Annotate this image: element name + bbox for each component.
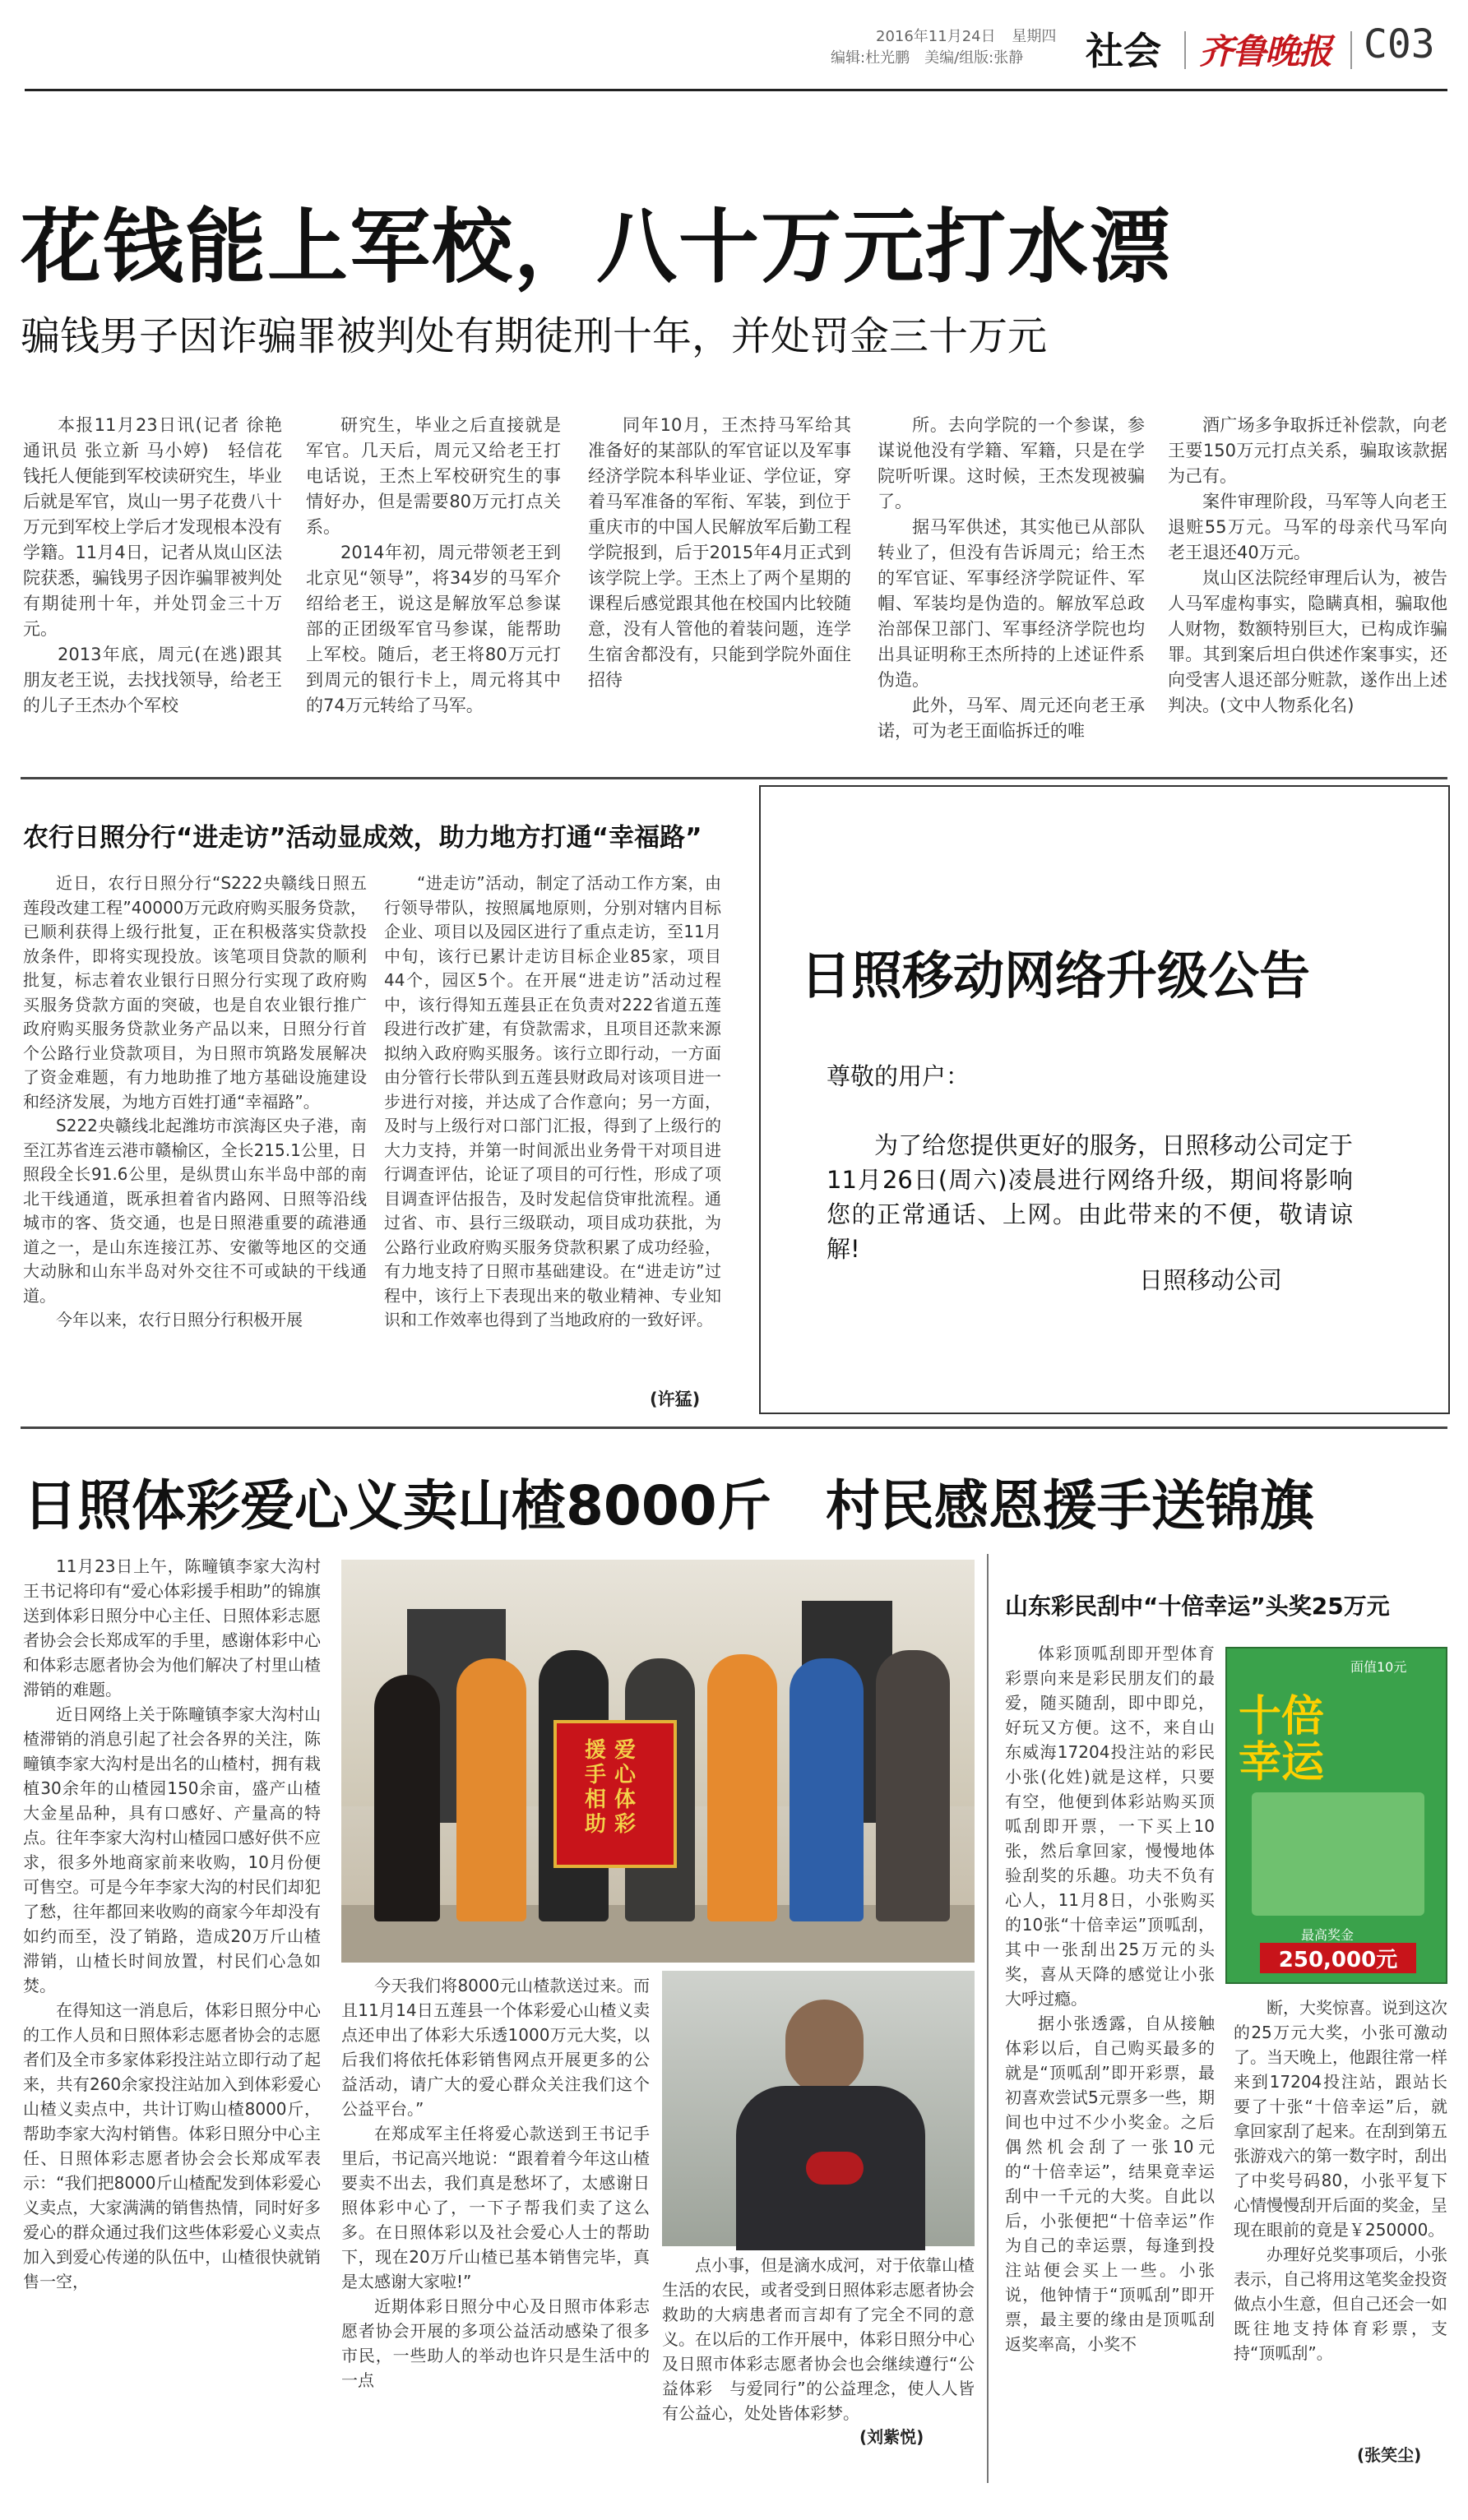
notice-title: 日照移动网络升级公告 [800,946,1311,1006]
section-divider-1 [21,777,1447,779]
lottery-ticket [1225,1647,1447,1984]
story1-subhead: 骗钱男子因诈骗罪被判处有期徒刑十年，并处罚金三十万元 [21,313,1048,359]
story1-col3-p1: 同年10月，王杰持马军给其准备好的某部队的军官证以及军事经济学院本科毕业证、学位证，穿着马军准备的军衔、军装，到位于重庆市的中国人民解放军后勤工程学院报到，后于2015年4月正式到该学院上学。王杰上了两个星期的课程后感觉跟其他在校国内比较随意，没有人管他的着装问题，连学生宿舍都没有，只能到学院外面住招待 [588,415,851,690]
story2-col2 [384,872,721,1398]
story1-col4-p3: 此外，马军、周元还向老王承诺，可为老王面临拆迁的唯 [878,696,1145,741]
story1-col2-p2: 2014年初，周元带领老王到北京见“领导”，将34岁的马军介绍给老王，说这是解放军总参谋部的正团级军官马参谋，能帮助上军校。随后，老王将80万元打到周元的银行卡上，周元将其中的74万元转给了马军。 [306,543,561,715]
story2-col1-p1: 近日，农行日照分行“S222央赣线日照五莲段改建工程”40000万元政府购买服务贷款，已顺利获得上级行批复，正在积极落实贷款投放条件，即将实现投放。该笔项目贷款的顺利批复，标志着农业银行日照分行实现了政府购买服务贷款方面的突破，也是自农业银行推广政府购买服务贷款业务产品以来，日照分行首个公路行业贷款项目，为日照市筑路发展解决了资金难题，有力地助推了地方基础设施建设和经济发展，为地方百姓打通“幸福路”。 [23,873,367,1112]
story1-col5-p1: 酒广场多争取拆迁补偿款，向老王要150万元打点关系，骗取该款据为己有。 [1168,415,1447,486]
ticket-title-1: 十倍 [1239,1692,1325,1741]
ticket-prize-label: 最高奖金 [1301,1927,1355,1943]
masthead-date [876,25,1056,46]
person-1 [374,1675,440,1921]
story1-col1-p1: 本报11月23日讯(记者 徐艳 通讯员 张立新 马小婷) 轻信花钱托人便能到军校读研究生，毕业后就是军官，岚山一男子花费八十万元到军校上学后才发现根本没有学籍。11月4日，记者从岚山区法院获悉，骗钱男子因诈骗罪被判处有期徒刑十年，并处罚金三十万元。 [23,415,299,639]
story2-col1-p2: S222央赣线北起潍坊市滨海区央子港，南至江苏省连云港市赣榆区，全长215.1公里，日照段全长91.6公里，是纵贯山东半岛中部的南北干线通道，既承担着省内路网、日照等沿线城市的客、货交通，也是日照港重要的疏港通道之一，是山东连接江苏、安徽等地区的交通大动脉和山东半岛对外交往不可或缺的干线通道。 [23,1116,367,1306]
page-number: C03 [1364,21,1435,67]
person-7 [876,1650,950,1921]
villager-head [785,2000,864,2094]
story2-col2-p1: “进走访”活动，制定了活动工作方案，由行领导带队，按照属地原则，分别对辖内目标企业、项目以及园区进行了重点走访，至11月中旬，该行已累计走访目标企业85家，项目44个，园区5个。在开展“进走访”活动过程中，该行得知五莲县正在负责对222省道五莲段进行改扩建，有贷款需求，且项目还款来源拟纳入政府购买服务。该行立即行动，一方面由分管行长带队到五莲县财政局对该项目进一步进行对接，并达成了合作意向；另一方面，及时与上级行对口部门汇报，得到了上级行的大力支持，并第一时间派出业务骨干对项目进行调查评估，论证了项目的可行性，形成了项目调查评估报告，及时发起信贷审批流程。通过省、市、县行三级联动，项目成功获批，为公路行业政府购买服务贷款积累了成功经验，有力地支持了日照市基础建设。在“进走访”过程中，该行上下表现出来的敬业精神、专业知识和工作效率也得到了当地政府的一致好评。 [384,873,721,1329]
masthead-divider [1184,31,1186,69]
story1-col5-p3: 岚山区法院经审理后认为，被告人马军虚构事实，隐瞒真相，骗取他人财物，数额特别巨大，已构成诈骗罪。其到案后坦白供述作案事实，还向受害人退还部分赃款，遂作出上述判决。(文中人物系化名) [1168,568,1447,715]
story4-col2-p1: 断，大奖惊喜。说到这次的25万元大奖，小张可激动了。当天晚上，他跟往常一样来到17204投注站，跟站长要了十张“十倍幸运”后，就拿回家刮了起来。在刮到第五张游戏六的第一数字时，刮出了中奖号码80，小张平复下心情慢慢刮开后面的奖金，呈现在眼前的竟是￥250000。 [1234,1998,1447,2240]
story3-headline: 日照体彩爱心义卖山楂8000斤 村民感恩援手送锦旗 [23,1474,1314,1537]
story3-col2-p1: 今天我们将8000元山楂款送过来。而且11月14日五莲县一个体彩爱心山楂义卖点还申出了体彩大乐透1000万元大奖，以后我们将依托体彩销售网点开展更多的公益活动，请广大的爱心群众关注我们这个公益平台。” [341,1976,650,2119]
story3-col2-p2: 在郑成军主任将爱心款送到王书记手里后，书记高兴地说：“跟着着今年这山楂要卖不出去，我们真是愁坏了，太感谢日照体彩中心了，一下子帮我们卖了这么多。在日照体彩以及社会爱心人士的帮助下，现在20万斤山楂已基本销售完毕，真是太感谢大家啦!” [341,2124,650,2291]
person-5 [707,1654,777,1921]
story3-col3-p1: 点小事，但是滴水成河，对于依靠山楂生活的农民，或者受到日照体彩志愿者协会救助的大病患者而言却有了完全不同的意义。在以后的工作开展中，体彩日照分中心及日照市体彩志愿者协会也会继续遵行“公益体彩 与爱同行”的公益理念，使人人皆有公益心，处处皆体彩梦。 [662,2255,975,2423]
notice-box [759,785,1450,1414]
masthead-divider-2 [1350,31,1352,69]
person-2 [456,1658,526,1921]
person-6 [790,1658,864,1921]
notice-salutation: 尊敬的用户： [827,1062,970,1090]
story4-col2-p2: 办理好兑奖事项后，小张表示，自己将用这笔奖金投资做点小生意，但自己还会一如既往地支持体育彩票，支持“顶呱刮”。 [1234,2245,1447,2363]
section-name: 社会 [1086,29,1161,73]
paper-logo: 齐鲁晚报 [1199,31,1331,72]
story3-col1-p1: 11月23日上午，陈疃镇李家大沟村王书记将印有“爱心体彩援手相助”的锦旗送到体彩日照分中心主任、日照体彩志愿者协会会长郑成军的手里，感谢体彩中心和体彩志愿者协会为他们解决了村里山楂滞销的难题。 [23,1556,321,1699]
story1-col2 [306,413,561,766]
ticket-price: 面值10元 [1350,1659,1407,1675]
banner-text-1: 爱心体彩 [614,1738,637,1837]
story1-col2-p1: 研究生，毕业之后直接就是军官。几天后，周元又给老王打电话说，王杰上军校研究生的事情好办，但是需要80万元打点关系。 [306,415,561,537]
villager-photo [662,1971,975,2246]
story3-col3 [662,2253,975,2475]
story1-col1 [23,413,299,766]
story1-col5-p2: 案件审理阶段，马军等人向老王退赃55万元。马军的母亲代马军向老王退还40万元。 [1168,492,1447,562]
story3-col1-p2: 近日网络上关于陈疃镇李家大沟村山楂滞销的消息引起了社会各界的关注，陈疃镇李家大沟村是出名的山楂村，拥有栽植30余年的山楂园150余亩，盛产山楂大金星品种，具有口感好、产量高的特点。往年李家大沟村山楂园口感好供不应求，很多外地商家前来收购，10月份便可售空。可是今年李家大沟的村民们却犯了愁，往年都回来收购的商家今年却没有如约而至，没了销路，造成20万斤山楂滞销，山楂长时间放置，村民们心急如焚。 [23,1704,321,1995]
story1-col4 [878,413,1145,766]
story3-col2-p3: 近期体彩日照分中心及日照市体彩志愿者协会开展的多项公益活动感染了很多市民，一些助人的举动也许只是生活中的一点 [341,2296,650,2390]
story2-col1 [23,872,367,1422]
story4-byline: (张笑尘) [1357,2445,1422,2465]
story4-col1 [1005,1641,1215,2476]
masthead [0,0,1468,95]
issue-date: 2016年11月24日 [876,28,996,45]
story1-col3 [588,413,851,766]
story3-col1-p3: 在得知这一消息后，体彩日照分中心的工作人员和日照体彩志愿者协会的志愿者们及全市多家体彩投注站立即行动了起来，共有260余家投注站加入到体彩爱心山楂义卖点中，共计订购山楂8000斤，帮助李家大沟村销售。体彩日照分中心主任、日照体彩志愿者协会会长郑成军表示：“我们把8000斤山楂配发到体彩爱心义卖点，大家满满的销售热情，同时好多爱心的群众通过我们这些体彩爱心义卖点加入到爱心传递的队伍中，山楂很快就销售一空， [23,2000,321,2291]
column-divider [987,1554,989,2483]
issue-weekday: 星期四 [1012,28,1057,45]
silk-banner [553,1720,677,1868]
story4-headline: 山东彩民刮中“十倍幸运”头奖25万元 [1005,1593,1390,1620]
ticket-scratch-area [1252,1792,1424,1916]
story2-col1-p3: 今年以来，农行日照分行积极开展 [56,1310,303,1329]
banner-text-2: 援手相助 [585,1738,607,1837]
section-divider-2 [21,1426,1447,1429]
hawthorn-fruit [806,2152,864,2185]
story2-byline: (许猛) [650,1389,701,1409]
story1-col5 [1168,413,1447,766]
notice-signature: 日照移动公司 [1139,1266,1283,1294]
story1-col4-p2: 据马军供述，其实他已从部队转业了，但没有告诉周元；给王杰的军官证、军事经济学院证件、军帽、军装均是伪造的。解放军总政治部保卫部门、军事经济学院也均出具证明称王杰所持的上述证件系伪造。 [878,517,1145,690]
story3-byline: (刘紫悦) [859,2427,924,2447]
ticket-prize-amount: 250,000元 [1260,1943,1416,1973]
story3-col2 [341,1973,650,2434]
notice-body: 为了给您提供更好的服务，日照移动公司定于11月26日(周六)凌晨进行网络升级，期间将影响您的正常通话、上网。由此带来的不便，敬请谅解! [827,1131,1353,1263]
story3-col1 [23,1554,321,2475]
story1-headline: 花钱能上军校，八十万元打水漂 [21,201,1173,294]
story4-col1-p2: 据小张透露，自从接触体彩以后，自己购买最多的就是“顶呱刮”即开彩票，最初喜欢尝试5元票多一些，期间也中过不少小奖金。之后偶然机会刮了一张10元的“十倍幸运”，结果竟幸运刮中一千元的大奖。自此以后，小张便把“十倍幸运”作为自己的幸运票，每逢到投注站便会买上一些。小张说，他钟情于“顶呱刮”即开票，最主要的缘由是顶呱刮返奖率高，小奖不 [1005,2014,1215,2354]
masthead-editors: 编辑:杜光鹏 美编/组版:张静 [831,49,1024,67]
group-photo [341,1560,975,1963]
story2-headline: 农行日照分行“进走访”活动显成效，助力地方打通“幸福路” [23,823,702,853]
masthead-rule [25,89,1447,91]
story4-col2 [1234,1995,1447,2476]
story1-col1-p2: 2013年底，周元(在逃)跟其朋友老王说，去找找领导，给老王的儿子王杰办个军校 [23,645,282,715]
ticket-title-2: 幸运 [1239,1738,1325,1787]
story1-col4-p1: 所。去向学院的一个参谋，参谋说他没有学籍、军籍，只是在学院听听课。这时候，王杰发现被骗了。 [878,415,1145,511]
story4-col1-p1: 体彩顶呱刮即开型体育彩票向来是彩民朋友们的最爱，随买随刮，即中即兑，好玩又方便。这不，来自山东威海17204投注站的彩民小张(化姓)就是这样，只要有空，他便到体彩站购买顶呱刮即开票，一下买上10张，然后拿回家，慢慢地体验刮奖的乐趣。功夫不负有心人，11月8日，小张购买的10张“十倍幸运”顶呱刮，其中一张刮出25万元的头奖，喜从天降的感觉让小张大呼过瘾。 [1005,1644,1215,2009]
